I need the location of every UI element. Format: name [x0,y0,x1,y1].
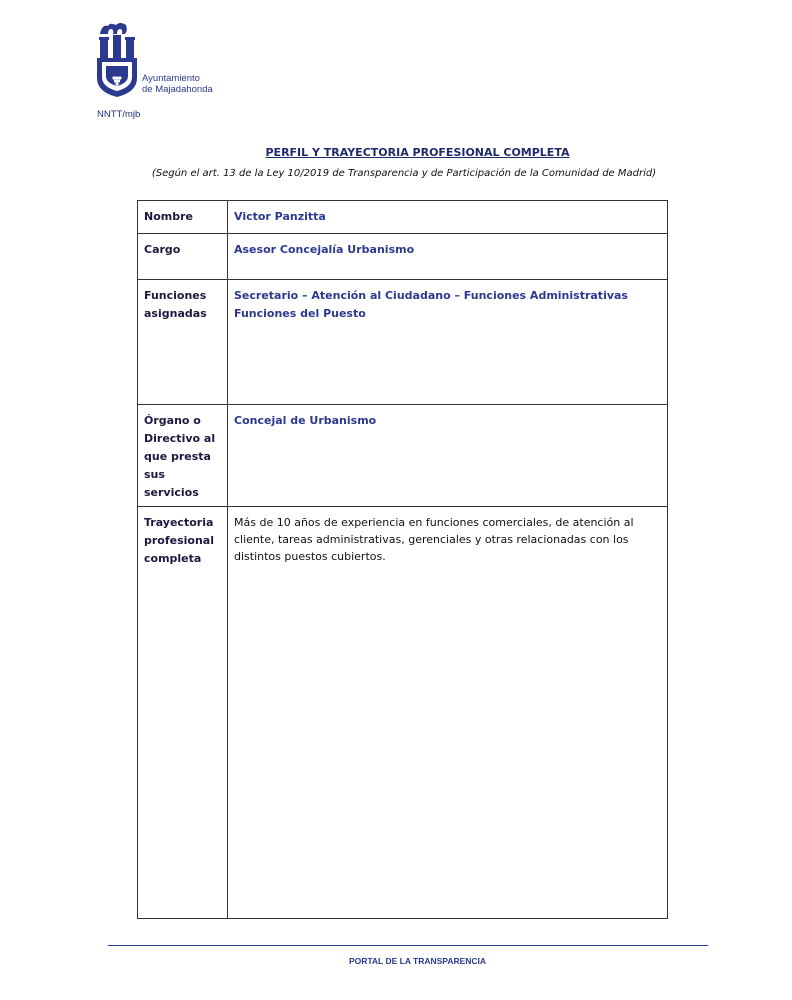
logo-line-1: Ayuntamiento [142,73,200,84]
trayectoria-label: Trayectoria profesional completa [138,507,228,919]
document-title: PERFIL Y TRAYECTORIA PROFESIONAL COMPLETA [265,146,570,159]
organo-label: Órgano o Directivo al que presta sus servicios [138,405,228,507]
funciones-label: Funciones asignadas [138,280,228,405]
cargo-value: Asesor Concejalía Urbanismo [228,234,668,280]
trayectoria-value: Más de 10 años de experiencia en funciones comerciales, de atención al cliente, tareas administrativas, gerenciales y otras relacionadas con los distintos puestos cubiertos. [228,507,668,919]
footer-text: PORTAL DE LA TRANSPARENCIA [348,956,487,966]
row-nombre [138,201,668,234]
row-trayectoria [138,507,668,919]
row-cargo [138,234,668,280]
logo-caption [142,73,213,95]
organo-value: Concejal de Urbanismo [228,405,668,507]
funciones-line-2: Funciones del Puesto [234,307,366,320]
coat-of-arms-icon [94,20,140,98]
footer-divider [108,945,708,946]
row-funciones [138,280,668,405]
nombre-label: Nombre [138,201,228,234]
nombre-value: Victor Panzitta [228,201,668,234]
document-subtitle: (Según el art. 13 de la Ley 10/2019 de Transparencia y de Participación de la Comunidad de Madrid) [151,168,657,179]
funciones-line-1: Secretario – Atención al Ciudadano – Funciones Administrativas [234,289,628,302]
logo-line-2: de Majadahonda [142,84,213,95]
majadahonda-logo [94,20,140,102]
row-organo [138,405,668,507]
cargo-label: Cargo [138,234,228,280]
funciones-value [228,280,668,405]
document-reference: NNTT/mjb [97,109,141,120]
profile-table [137,200,668,919]
